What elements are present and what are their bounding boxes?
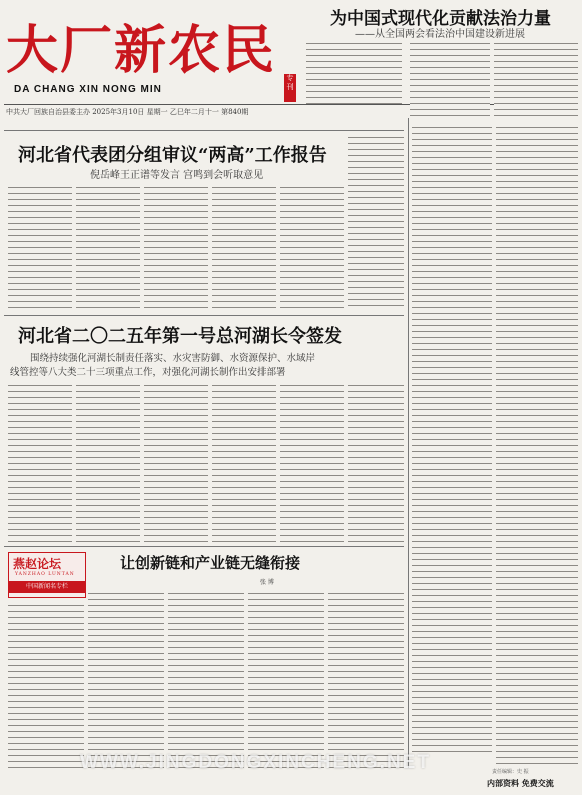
- section-divider: [4, 315, 404, 316]
- story3-headline: 让创新链和产业链无缝衔接: [120, 554, 301, 572]
- site-watermark: WWW.JINGDONGXINCHENG.NET: [80, 752, 431, 773]
- top-story-headline: 为中国式现代化贡献法治力量: [330, 9, 551, 29]
- story1-col-4: [212, 184, 276, 308]
- section-divider: [4, 130, 404, 131]
- story2-subtitle-line-1: 围绕持续强化河湖长制责任落实、水灾害防御、水资源保护、水域岸: [30, 353, 316, 364]
- forum-pinyin: YANZHAO LUNTAN: [15, 572, 75, 577]
- top-story-subtitle: ——从全国两会看法治中国建设新进展: [355, 29, 525, 40]
- right-col-2: [496, 124, 578, 764]
- story1-col-3: [144, 184, 208, 308]
- story3-col-1: [8, 602, 84, 768]
- story1-col-2: [76, 184, 140, 308]
- right-col-1: [412, 124, 492, 754]
- story3-col-5: [328, 590, 404, 768]
- newspaper-pinyin: DA CHANG XIN NONG MIN: [14, 84, 162, 95]
- story2-col-4: [212, 382, 276, 542]
- story3-author: 张 博: [260, 579, 274, 586]
- masthead-divider: [4, 104, 578, 105]
- story2-subtitle-line-2: 线管控等八大类二十三项重点工作，对强化河湖长制作出安排部署: [10, 367, 286, 378]
- story2-col-1: [8, 382, 72, 542]
- edition-line: 中共大厂回族自治县委主办 2025年3月10日 星期一 乙巳年二月十一 第840期: [6, 108, 249, 116]
- forum-column-bar: 中国新闻名专栏: [9, 581, 85, 593]
- footer-label: 内部资料 免费交流: [487, 778, 554, 788]
- story3-col-2: [88, 590, 164, 768]
- newspaper-logo: 大厂新农民: [6, 20, 277, 81]
- story1-subtitle: 倪岳峰王正谱等发言 宫鸣到会听取意见: [90, 170, 264, 181]
- story1-col-1: [8, 184, 72, 308]
- top-story-body-col-2: [494, 40, 578, 120]
- story1-col-5: [280, 184, 344, 308]
- top-story-body-col-1: [410, 40, 490, 120]
- forum-title: 燕赵论坛: [13, 557, 62, 571]
- right-column-divider: [408, 118, 409, 768]
- story3-col-3: [168, 590, 244, 768]
- story2-col-5: [280, 382, 344, 542]
- yanzhao-forum-box: [8, 552, 86, 598]
- story2-headline: 河北省二〇二五年第一号总河湖长令签发: [18, 326, 342, 347]
- story1-headline: 河北省代表团分组审议“两高”工作报告: [18, 145, 327, 166]
- footer-editor: 责任编辑：史 振: [492, 769, 529, 775]
- special-edition-seal: 专刊: [284, 74, 296, 102]
- story3-col-4: [248, 590, 324, 768]
- section-divider: [4, 546, 404, 547]
- top-story-intro-text: [306, 40, 402, 104]
- story2-col-3: [144, 382, 208, 542]
- story2-col-6: [348, 382, 404, 542]
- story1-col-6: [348, 134, 404, 308]
- story2-col-2: [76, 382, 140, 542]
